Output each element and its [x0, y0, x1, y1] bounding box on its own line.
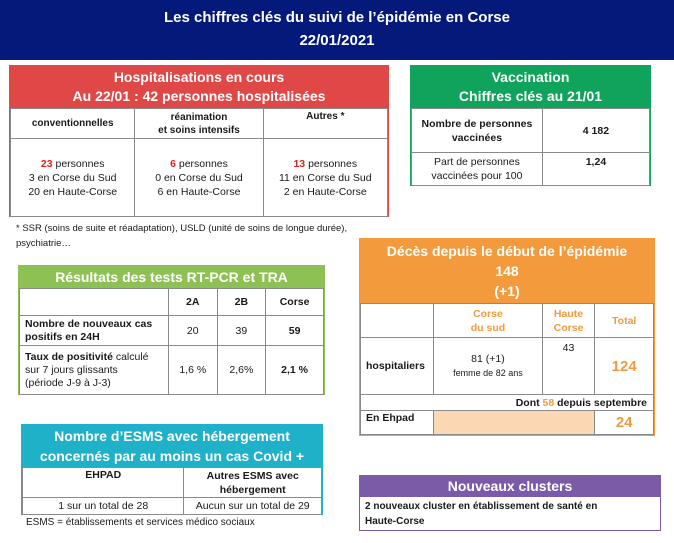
deaths-hospital-corse-du-sud-value: 81 (+1): [471, 353, 505, 365]
tests-new-cases-label-line1: Nombre de nouveaux cas: [25, 317, 153, 330]
hospital-others-unit: personnes: [305, 157, 358, 170]
tests-new-cases-corse: 59: [266, 316, 324, 346]
hospital-col-reanimation: [135, 109, 263, 139]
deaths-ehpad-total: 24: [595, 411, 654, 435]
header-date: 22/01/2021: [299, 32, 375, 49]
deaths-header-empty: [361, 304, 434, 338]
hospital-others-2b: 2 en Haute-Corse: [283, 185, 367, 198]
hospital-conventional-count: 23: [40, 157, 53, 170]
hospital-reanimation-count: 6: [170, 157, 176, 170]
deaths-header-total: Total: [595, 304, 654, 338]
esms-value-other: Aucun sur un total de 29: [184, 498, 322, 515]
clusters-title: Nouveaux clusters: [360, 476, 660, 497]
hospital-conventional-2a: 3 en Corse du Sud: [28, 171, 117, 184]
tests-positivity-label-line2: sur 7 jours glissants: [25, 363, 118, 376]
esms-title-line1: Nombre d’ESMS avec hébergement: [54, 428, 290, 444]
tests-header-2a: 2A: [168, 289, 217, 316]
hospital-col2-line2: et soins intensifs: [158, 124, 240, 136]
deaths-header-haute-corse-line1: Haute: [553, 307, 584, 320]
esms-value-ehpad: 1 sur un total de 28: [23, 498, 184, 515]
hospital-cell-reanimation: [135, 139, 263, 217]
hospital-cell-conventional: [11, 139, 135, 217]
clusters-text-line2: Haute-Corse: [365, 516, 425, 527]
vaccination-table: [411, 108, 650, 186]
tests-header-empty: [20, 289, 169, 316]
esms-footnote: ESMS = établissements et services médico sociaux: [26, 517, 255, 528]
hospital-footnote: [16, 221, 386, 251]
deaths-hospital-total: 124: [595, 338, 654, 395]
hospital-title-line1: Hospitalisations en cours: [113, 69, 285, 85]
hospital-conventional-2b: 20 en Haute-Corse: [28, 185, 118, 198]
clusters-text-line1: 2 nouveaux cluster en établissement de santé en: [365, 501, 598, 512]
tests-positivity-label: [20, 346, 169, 395]
tests-positivity-2a: 1,6 %: [168, 346, 217, 395]
deaths-since-count: 58: [542, 396, 555, 409]
deaths-title-line2: 148: [495, 263, 519, 279]
clusters-panel: [359, 475, 661, 531]
hospital-others-count: 13: [293, 157, 306, 170]
vaccination-panel: [410, 65, 651, 186]
tests-positivity-corse: 2,1 %: [266, 346, 324, 395]
tests-header-corse: Corse: [266, 289, 324, 316]
tests-positivity-label-rest: calculé: [112, 350, 149, 363]
hospital-table: [10, 108, 388, 217]
vaccination-count-label-line1: Nombre de personnes: [421, 117, 533, 130]
deaths-header-corse-du-sud-line1: Corse: [473, 307, 503, 320]
tests-table: [19, 288, 324, 395]
deaths-header-haute-corse: [542, 304, 595, 338]
clusters-text: [360, 497, 660, 531]
tests-panel: [18, 265, 325, 395]
tests-new-cases-2b: 39: [217, 316, 266, 346]
vaccination-count-label: [412, 109, 543, 153]
hospital-title-line2: Au 22/01 : 42 personnes hospitalisées: [72, 88, 326, 104]
tests-new-cases-label-line2: positifs en 24H: [25, 330, 100, 343]
deaths-panel: [359, 238, 655, 436]
deaths-title-line1: Décès depuis le début de l’épidémie: [386, 243, 628, 259]
deaths-since-prefix: Dont: [515, 396, 543, 409]
hospital-footnote-line2: psychiatrie…: [16, 238, 71, 249]
deaths-ehpad-label: En Ehpad: [361, 411, 434, 435]
tests-new-cases-label: [20, 316, 169, 346]
deaths-title: [360, 239, 654, 303]
deaths-ehpad-filler: [434, 411, 595, 435]
esms-title: [22, 425, 322, 467]
tests-positivity-2b: 2,6%: [217, 346, 266, 395]
deaths-hospital-label: hospitaliers: [361, 338, 434, 395]
hospital-col-others: Autres *: [263, 109, 387, 139]
esms-header-other-line2: hébergement: [219, 483, 286, 496]
hospital-panel: [9, 65, 389, 217]
vaccination-count-value: 4 182: [542, 109, 649, 153]
tests-positivity-label-line3: (période J-9 à J-3): [25, 376, 111, 389]
deaths-title-line3: (+1): [494, 283, 520, 299]
hospital-reanimation-2b: 6 en Haute-Corse: [157, 185, 241, 198]
vaccination-rate-label: [412, 153, 543, 186]
hospital-reanimation-unit: personnes: [175, 157, 228, 170]
hospital-col2-line1: réanimation: [170, 111, 228, 123]
deaths-header-corse-du-sud-line2: du sud: [470, 321, 506, 334]
hospital-reanimation-2a: 0 en Corse du Sud: [155, 171, 243, 184]
vaccination-count-label-line2: vaccinées: [451, 131, 503, 144]
tests-title: Résultats des tests RT-PCR et TRA: [19, 266, 324, 288]
vaccination-rate-label-line2: vaccinées pour 100: [431, 170, 523, 182]
hospital-col-conventional: conventionnelles: [11, 109, 135, 139]
deaths-table: [360, 303, 654, 435]
vaccination-title-line1: Vaccination: [491, 69, 570, 85]
vaccination-rate-label-line1: Part de personnes: [434, 156, 520, 168]
esms-table: [22, 467, 322, 515]
page-header: [0, 0, 674, 60]
deaths-hospital-corse-du-sud-note: femme de 82 ans: [453, 368, 523, 378]
vaccination-title-line2: Chiffres clés au 21/01: [458, 88, 603, 104]
hospital-conventional-unit: personnes: [52, 157, 105, 170]
esms-title-line2: concernés par au moins un cas Covid +: [39, 448, 305, 464]
deaths-header-haute-corse-line2: Corse: [553, 321, 584, 334]
deaths-hospital-corse-du-sud: [434, 338, 542, 395]
esms-header-other-line1: Autres ESMS avec: [206, 469, 299, 482]
deaths-since-suffix: depuis septembre: [554, 396, 647, 409]
tests-new-cases-2a: 20: [168, 316, 217, 346]
esms-panel: [21, 424, 323, 515]
hospital-title: [10, 66, 388, 108]
hospital-others-2a: 11 en Corse du Sud: [278, 171, 372, 184]
header-title: Les chiffres clés du suivi de l’épidémie en Corse: [164, 9, 510, 26]
hospital-footnote-line1: * SSR (soins de suite et réadaptation), USLD (unité de soins de longue durée),: [16, 223, 348, 234]
deaths-hospital-haute-corse: 43: [542, 338, 595, 395]
tests-positivity-label-bold: Taux de positivité: [25, 350, 113, 363]
esms-header-ehpad: EHPAD: [23, 468, 184, 498]
deaths-header-corse-du-sud: [434, 304, 542, 338]
tests-header-2b: 2B: [217, 289, 266, 316]
vaccination-title: [411, 66, 650, 108]
vaccination-rate-value: 1,24: [542, 153, 649, 186]
deaths-since-september: [361, 395, 654, 411]
hospital-cell-others: [263, 139, 387, 217]
esms-header-other: [184, 468, 322, 498]
